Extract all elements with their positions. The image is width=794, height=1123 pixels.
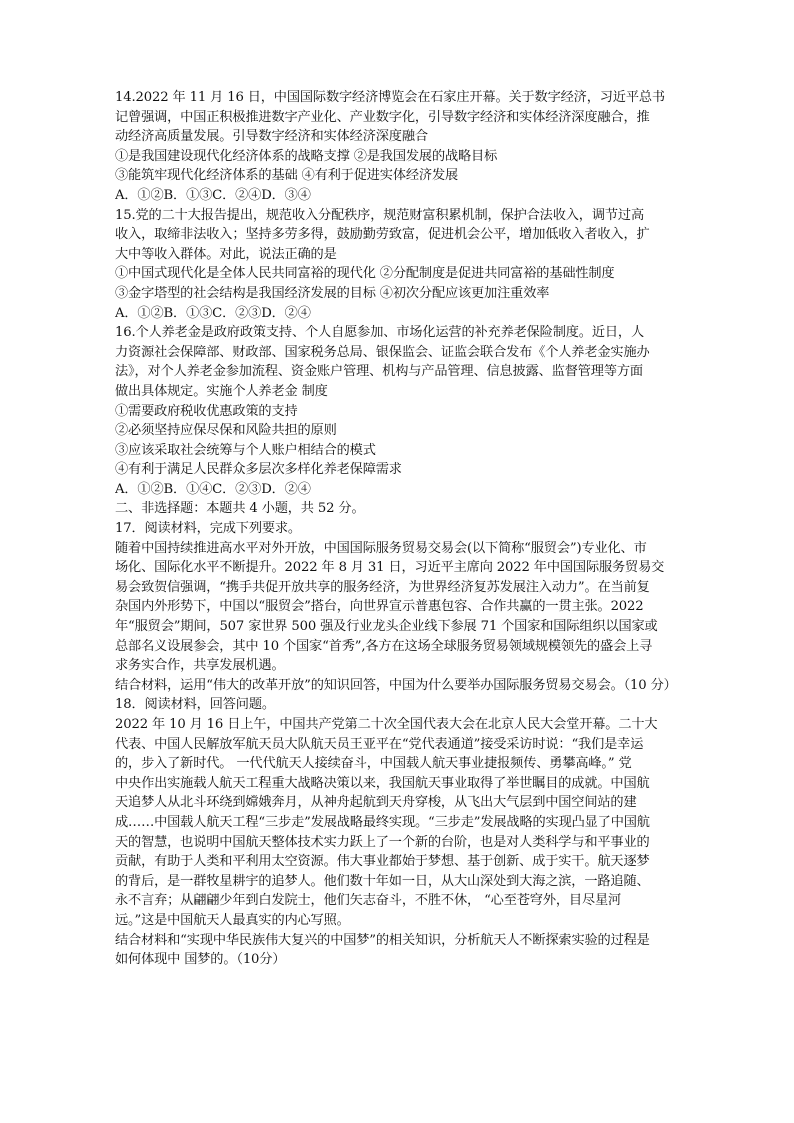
text-line: 天的智慧，也说明中国航天整体技术实力跃上了一个新的台阶，也是对人类科学与和平事业的 [115, 834, 650, 850]
text-line: 总部名义设展参会，其中 10 个国家“首秀”,各方在这场全球服务贸易领域规模领先的盛会上寻 [115, 638, 653, 654]
question-prompt: 结合材料和“实现中华民族伟大复兴的中国梦”的相关知识，分析航天人不断探索实验的过程是 [115, 932, 650, 948]
answer-choices: A．①②B．①④C．②③D．②④ [115, 481, 311, 497]
text-line: 动经济高质量发展。引导数字经济和实体经济深度融合 [115, 129, 428, 145]
text-line: 场化、国际化水平不断提升。2022 年 8 月 31 日，习近平主席向 2022 年中国国际服务贸易交 [115, 560, 665, 576]
option-line: ①是我国建设现代化经济体系的战略支撑 ②是我国发展的战略目标 [115, 148, 498, 164]
text-line: 记曾强调，中国正积极推进数字产业化、产业数字化，引导数字经济和实体经济深度融合，推 [115, 109, 650, 125]
text-line: 代表、中国人民解放军航天员大队航天员王亚平在“党代表通道”接受采访时说：“我们是幸运 [115, 736, 644, 752]
text-line: 易会致贺信强调，“携手共促开放共享的服务经济，为世界经济复苏发展注入动力”。在当前复 [115, 579, 650, 595]
option-line: ④有利于满足人民群众多层次多样化养老保障需求 [115, 462, 402, 478]
text-line: 的背后，是一群牧星耕宇的追梦人。他们数十年如一日，从大山深处到大海之滨，一路追随、 [115, 873, 650, 889]
question-prompt: 如何体现中 国梦的。（10分） [115, 952, 286, 968]
text-line: 的，步入了新时代。 一代代航天人接续奋斗，中国载人航天事业捷报频传、勇攀高峰。” 党 [115, 756, 632, 772]
question-heading: 17．阅读材料，完成下列要求。 [115, 521, 301, 537]
text-line: 远。”这是中国航天人最真实的内心写照。 [115, 912, 350, 928]
text-line: 力资源社会保障部、财政部、国家税务总局、银保监会、证监会联合发布《个人养老金实施办 [115, 344, 650, 360]
text-line: 收入，取缔非法收入；坚持多劳多得，鼓励勤劳致富，促进机会公平，增加低收入者收入，扩 [115, 227, 650, 243]
section-heading: 二、非选择题：本题共 4 小题，共 52 分。 [115, 501, 365, 517]
text-line: 求务实合作，共享发展机遇。 [115, 658, 285, 674]
text-line: 随着中国持续推进高水平对外开放，中国国际服务贸易交易会(以下简称“服贸会”)专业化、市 [115, 540, 647, 556]
text-line: 15.党的二十大报告提出，规范收入分配秩序，规范财富积累机制，保护合法收入，调节过高 [115, 207, 644, 223]
option-line: ②必须坚持应保尽保和风险共担的原则 [115, 423, 337, 439]
text-line: 法》，对个人养老金参加流程、资金账户管理、机构与产品管理、信息披露、监督管理等方面 [115, 364, 643, 380]
text-line: 中央作出实施载人航天工程重大战略决策以来，我国航天事业取得了举世瞩目的成就。中国航 [115, 775, 650, 791]
text-line: 做出具体规定。实施个人养老金 制度 [115, 383, 328, 399]
text-line: 成……中国载人航天工程“三步走”发展战略最终实现。“三步走”发展战略的实现凸显了中国航 [115, 814, 650, 830]
text-line: 永不言弃；从翩翩少年到白发院士，他们矢志奋斗，不胜不休， “心至苍穹外，目尽星河 [115, 893, 622, 909]
text-line: 年“服贸会”期间，507 家世界 500 强及行业龙头企业线下参展 71 个国家和国际组织以国家或 [115, 619, 658, 635]
answer-choices: A．①②B．①③C．②④D．③④ [115, 187, 311, 203]
text-line: 16.个人养老金是政府政策支持、个人自愿参加、市场化运营的补充养老保险制度。近日，人 [115, 325, 644, 341]
text-line: 14.2022 年 11 月 16 日，中国国际数字经济博览会在石家庄开幕。关于数字经济，习近平总书 [115, 90, 665, 105]
option-line: ①中国式现代化是全体人民共同富裕的现代化 ②分配制度是促进共同富裕的基础性制度 [115, 266, 615, 282]
question-heading: 18．阅读材料，回答问题。 [115, 697, 275, 713]
text-line: 2022 年 10 月 16 日上午，中国共产党第二十次全国代表大会在北京人民大会堂开幕。二十大 [115, 717, 658, 732]
exam-page [115, 88, 683, 970]
answer-choices: A．①②B．①③C．②③D．②④ [115, 305, 311, 321]
text-line: 大中等收入群体。对此，说法正确的是 [115, 246, 337, 262]
text-line: 天追梦人从北斗环绕到嫦娥奔月，从神舟起航到天舟穿梭，从飞出大气层到中国空间站的建 [115, 795, 637, 811]
question-prompt: 结合材料，运用“伟大的改革开放”的知识回答，中国为什么要举办国际服务贸易交易会。（10 分） [115, 677, 677, 693]
option-line: ③金字塔型的社会结构是我国经济发展的目标 ④初次分配应该更加注重效率 [115, 285, 550, 301]
option-line: ③能筑牢现代化经济体系的基础 ④有利于促进实体经济发展 [115, 168, 459, 184]
text-line: 贡献，有助于人类和平利用太空资源。伟大事业都始于梦想、基于创新、成于实干。航天逐梦 [115, 854, 650, 870]
option-line: ③应该采取社会统筹与个人账户相结合的模式 [115, 442, 376, 458]
text-line: 杂国内外形势下，中国以“服贸会”搭台，向世界宣示普惠包容、合作共赢的一贯主张。2022 [115, 599, 644, 615]
option-line: ①需要政府税收优惠政策的支持 [115, 403, 298, 419]
